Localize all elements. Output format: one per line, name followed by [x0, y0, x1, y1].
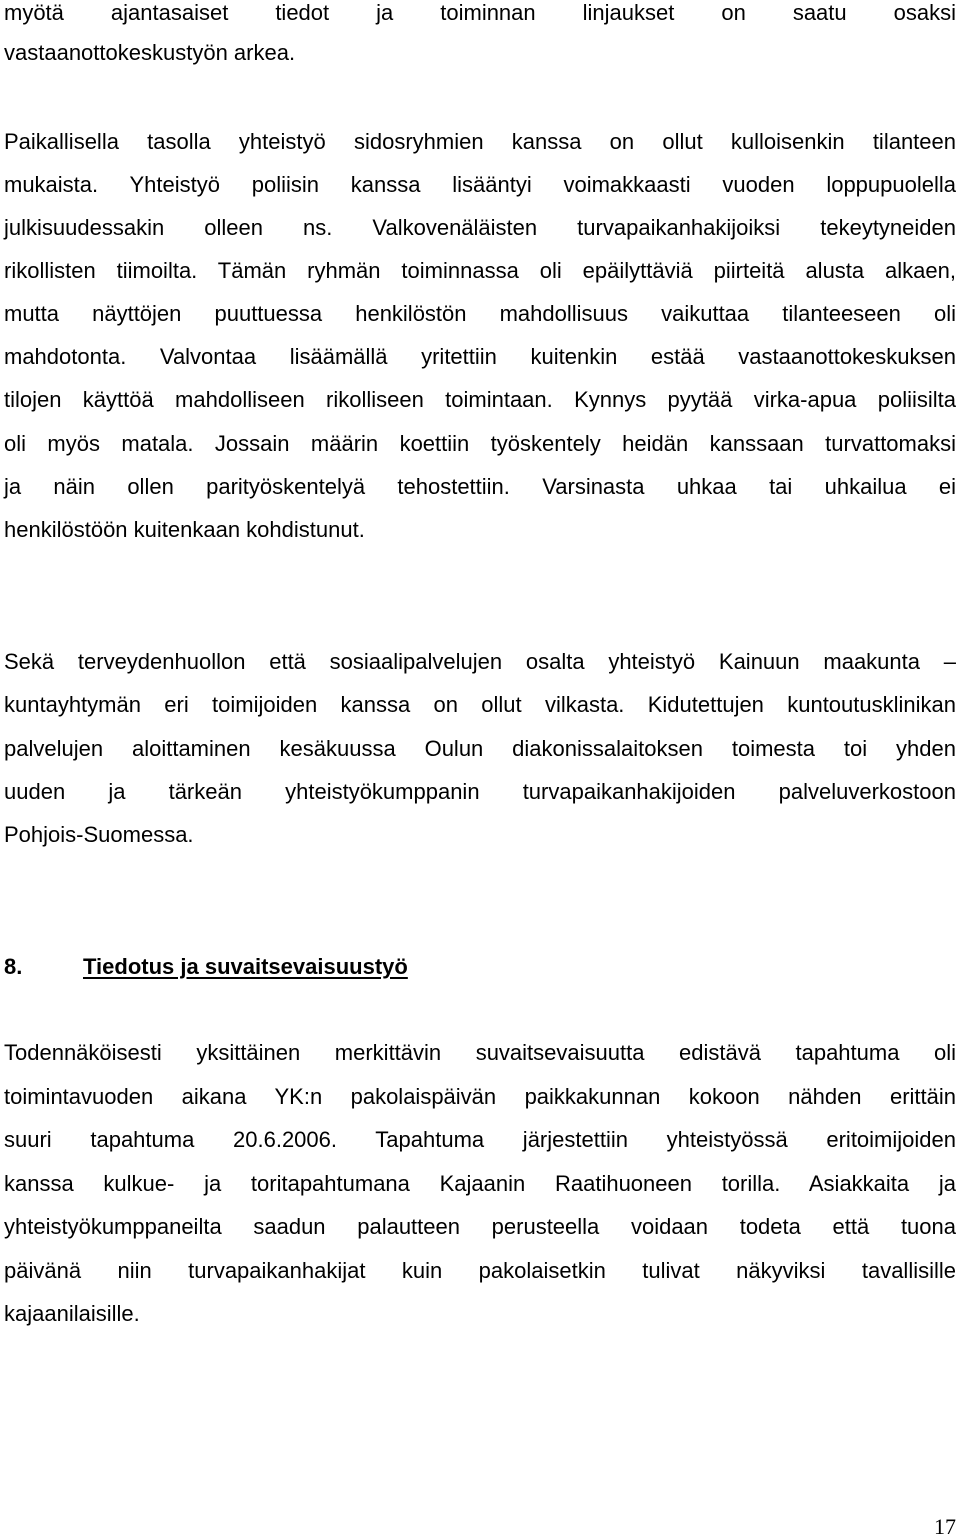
text-line: myötä ajantasaiset tiedot ja toiminnan linjaukset on saatu osaksi [4, 0, 956, 25]
text-line: mutta näyttöjen puuttuessa henkilöstön mahdollisuus vaikuttaa tilanteeseen oli [4, 301, 956, 326]
section-heading [4, 954, 408, 980]
text-line: suuri tapahtuma 20.6.2006. Tapahtuma järjestettiin yhteistyössä eritoimijoiden [4, 1127, 956, 1152]
text-line: Paikallisella tasolla yhteistyö sidosryhmien kanssa on ollut kulloisenkin tilanteen [4, 129, 956, 154]
text-line: vastaanottokeskustyön arkea. [4, 40, 296, 65]
section-number: 8. [4, 954, 23, 979]
text-line: ja näin ollen parityöskentelyä tehostettiin. Varsinasta uhkaa tai uhkailua ei [4, 474, 956, 499]
text-line: kuntayhtymän eri toimijoiden kanssa on ollut vilkasta. Kidutettujen kuntoutusklinikan [4, 692, 956, 717]
text-line: tilojen käyttöä mahdolliseen rikolliseen toimintaan. Kynnys pyytää virka-apua poliisilta [4, 387, 956, 412]
text-line: uuden ja tärkeän yhteistyökumppanin turvapaikanhakijoiden palveluverkostoon [4, 779, 956, 804]
text-line: toimintavuoden aikana YK:n pakolaispäivän paikkakunnan kokoon nähden erittäin [4, 1084, 956, 1109]
text-line: oli myös matala. Jossain määrin koettiin työskentely heidän kanssaan turvattomaksi [4, 431, 956, 456]
text-line: Sekä terveydenhuollon että sosiaalipalvelujen osalta yhteistyö Kainuun maakunta – [4, 649, 956, 674]
text-line: palvelujen aloittaminen kesäkuussa Oulun diakonissalaitoksen toimesta toi yhden [4, 736, 956, 761]
text-line: yhteistyökumppaneilta saadun palautteen perusteella voidaan todeta että tuona [4, 1214, 956, 1239]
text-line: mahdotonta. Valvontaa lisäämällä yritettiin kuitenkin estää vastaanottokeskuksen [4, 344, 956, 369]
text-line: Pohjois-Suomessa. [4, 822, 194, 847]
section-title: Tiedotus ja suvaitsevaisuustyö [83, 954, 408, 979]
page-number: 17 [934, 1514, 956, 1539]
text-line: rikollisten tiimoilta. Tämän ryhmän toiminnassa oli epäilyttäviä piirteitä alusta alkaen, [4, 258, 956, 283]
text-line: kanssa kulkue- ja toritapahtumana Kajaanin Raatihuoneen torilla. Asiakkaita ja [4, 1171, 956, 1196]
text-line: kajaanilaisille. [4, 1301, 140, 1326]
text-line: julkisuudessakin olleen ns. Valkovenäläisten turvapaikanhakijoiksi tekeytyneiden [4, 215, 956, 240]
text-line: Todennäköisesti yksittäinen merkittävin suvaitsevaisuutta edistävä tapahtuma oli [4, 1040, 956, 1065]
text-line: päivänä niin turvapaikanhakijat kuin pakolaisetkin tulivat näkyviksi tavallisille [4, 1258, 956, 1283]
text-line: mukaista. Yhteistyö poliisin kanssa lisääntyi voimakkaasti vuoden loppupuolella [4, 172, 956, 197]
text-line: henkilöstöön kuitenkaan kohdistunut. [4, 517, 365, 542]
